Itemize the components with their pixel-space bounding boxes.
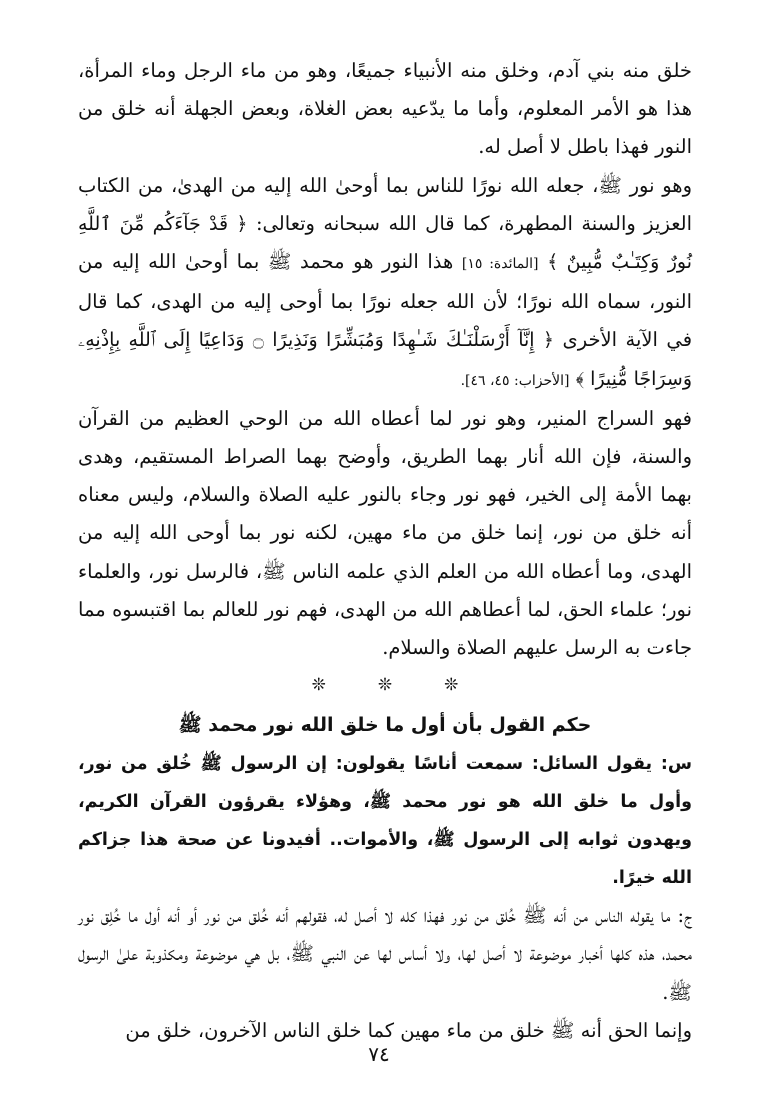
separator-star-icon: ❊ <box>311 675 326 696</box>
verse-reference-ahzab: [الأحزاب: ٤٥، ٤٦]. <box>460 372 570 389</box>
paragraph-nur <box>78 167 692 400</box>
paragraph-nur-text-2: هذا النور هو محمد ﷺ بما أوحىٰ الله إليه من النور، سماه الله نورًا؛ لأن الله جعله نورًا بما أوحى إليه من الهدى، كما قال في الآية الأخرى <box>78 250 693 352</box>
answer-continuation: وإنما الحق أنه ﷺ خلق من ماء مهين كما خلق الناس الآخرون، خلق من <box>125 1018 692 1042</box>
paragraph-intro: خلق منه بني آدم، وخلق منه الأنبياء جميعًا، وهو من ماء الرجل وماء المرأة، هذا هو الأمر المعلوم، وأما ما يدّعيه بعض الغلاة، وبعض الجهلة أنه خلق من النور فهذا باطل لا أصل له. <box>78 59 692 159</box>
paragraph-siraj: فهو السراج المنير، وهو نور لما أعطاه الله من الوحي العظيم من القرآن والسنة، فإن الله أنار بهما الطريق، وأوضح بهما الصراط المستقيم، وهدى بهما الأمة إلى الخير، فهو نور وجاء بالنور عليه الصلاة والسلام، وليس معناه أنه خلق من نور، إنما خلق من ماء مهين، لكنه نور بما أوحى الله إليه من الهدى، وما أعطاه الله من العلم الذي علمه الناس ﷺ، فالرسل نور، والعلماء نور؛ علماء الحق، لما أعطاهم الله من الهدى، فهم نور للعالم بما اقتبسوه مما جاءت به الرسل عليهم الصلاة والسلام. <box>78 406 692 660</box>
paragraph-nur-text-1: وهو نور ﷺ، جعله الله نورًا للناس بما أوحىٰ الله إليه من الهدىٰ، من الكتاب العزيز والسنة المطهرة، كما قال الله سبحانه وتعالى: <box>78 173 692 235</box>
verse-reference-maidah: [المائدة: ١٥] <box>461 256 539 273</box>
quran-verse-maidah: ﴿ قَدْ جَآءَكُم مِّنَ ٱللَّهِ نُورٌ وَكِتَـٰبٌ مُّبِينٌ ﴾ <box>78 212 693 274</box>
question-text: س: يقول السائل: سمعت أناسًا يقولون: إن الرسول ﷺ خُلق من نور، وأول ما خلق الله هو نور محمد ﷺ، وهؤلاء يقرؤون القرآن الكريم، ويهدون ثوابه إلى الرسول ﷺ، والأموات.. أفيدونا عن صحة هذا جزاكم الله خيرًا. <box>78 754 692 889</box>
page-number: ٧٤ <box>368 1042 390 1066</box>
separator-star-icon: ❊ <box>377 675 393 696</box>
section-heading: حكم القول بأن أول ما خلق الله نور محمد ﷺ <box>178 714 592 737</box>
quran-verse-ahzab: ﴿ إِنَّآ أَرْسَلْنَـٰكَ شَـٰهِدًا وَمُبَشِّرًا وَنَذِيرًا ۝ وَدَاعِيًا إِلَى ٱللَّهِ بِإِذْنِهِۦ وَسِرَاجًا مُّنِيرًا ﴾ <box>78 329 692 390</box>
separator-star-icon: ❊ <box>444 675 459 696</box>
section-separator <box>78 671 692 699</box>
answer-paragraph: ج: ما يقوله الناس من أنه ﷺ خُلق من نور فهذا كله لا أصل له، فقولهم أنه خُلق من نور أو أنه أول ما خُلِق نور محمد، هذه كلها أخبار موضوعة لا أصل لها، ولا أساس لها عن النبي ﷺ، بل هي موضوعة ومكذوبة علىٰ الرسول ﷺ. <box>78 904 692 1004</box>
